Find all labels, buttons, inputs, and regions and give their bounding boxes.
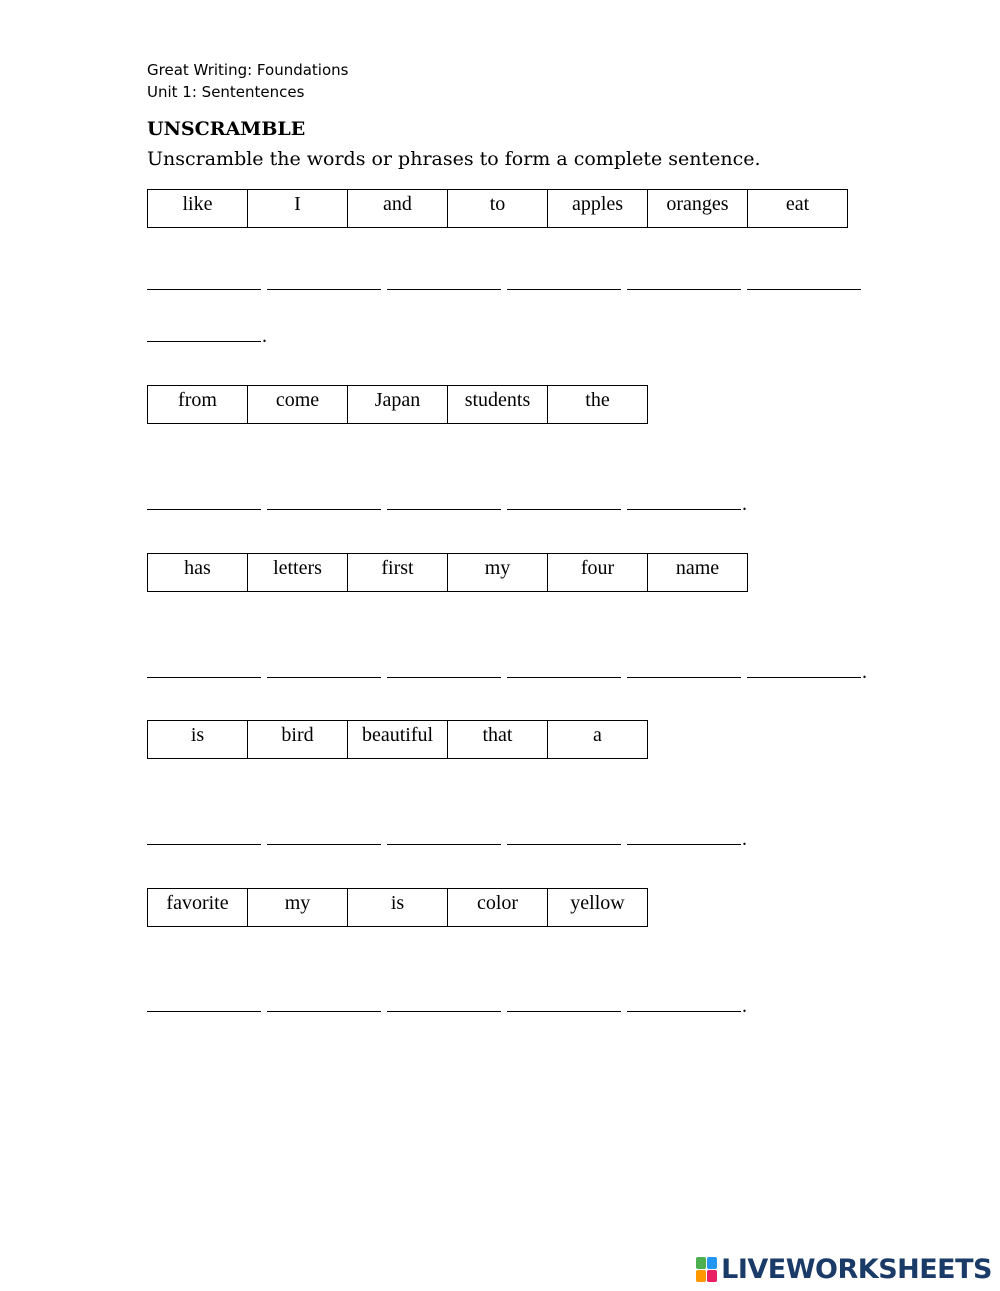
sentence-period: .: [262, 325, 267, 347]
answer-blank[interactable]: [747, 288, 861, 290]
liveworksheets-brand: [696, 1254, 992, 1286]
answer-blank[interactable]: [267, 676, 381, 678]
sentence-period: .: [742, 995, 747, 1017]
liveworksheets-logo-icon: [696, 1257, 718, 1283]
word-tile: my: [448, 554, 548, 592]
word-tile: eat: [748, 190, 848, 228]
answer-blank[interactable]: [387, 1010, 501, 1012]
answer-line: [147, 325, 267, 347]
answer-blank[interactable]: [147, 340, 261, 342]
word-tile: I: [248, 190, 348, 228]
word-tile: is: [148, 721, 248, 759]
word-tile: to: [448, 190, 548, 228]
word-tile: and: [348, 190, 448, 228]
answer-blank[interactable]: [627, 676, 741, 678]
word-tile: letters: [248, 554, 348, 592]
unit-title: Unit 1: Sententences: [147, 83, 305, 101]
answer-blank[interactable]: [387, 288, 501, 290]
sentence-period: .: [862, 661, 867, 683]
word-tile: come: [248, 386, 348, 424]
word-bank-row: [147, 888, 648, 927]
answer-blank[interactable]: [147, 676, 261, 678]
word-tile: bird: [248, 721, 348, 759]
word-tile: favorite: [148, 889, 248, 927]
word-tile: beautiful: [348, 721, 448, 759]
answer-blank[interactable]: [387, 843, 501, 845]
answer-blank[interactable]: [507, 676, 621, 678]
instructions: Unscramble the words or phrases to form a complete sentence.: [147, 148, 761, 170]
answer-blank[interactable]: [147, 288, 261, 290]
word-tile: oranges: [648, 190, 748, 228]
answer-blank[interactable]: [507, 288, 621, 290]
answer-blank[interactable]: [627, 1010, 741, 1012]
sentence-period: .: [742, 828, 747, 850]
answer-line: [147, 828, 747, 850]
answer-blank[interactable]: [627, 843, 741, 845]
word-bank-row: [147, 553, 748, 592]
answer-blank[interactable]: [507, 508, 621, 510]
word-bank-row: [147, 385, 648, 424]
word-tile: Japan: [348, 386, 448, 424]
word-tile: is: [348, 889, 448, 927]
answer-blank[interactable]: [747, 676, 861, 678]
answer-blank[interactable]: [507, 1010, 621, 1012]
answer-blank[interactable]: [627, 288, 741, 290]
answer-blank[interactable]: [267, 843, 381, 845]
word-tile: apples: [548, 190, 648, 228]
answer-blank[interactable]: [147, 1010, 261, 1012]
brand-name: LIVEWORKSHEETS: [721, 1254, 992, 1285]
word-tile: has: [148, 554, 248, 592]
answer-blank[interactable]: [147, 843, 261, 845]
answer-blank[interactable]: [147, 508, 261, 510]
word-tile: from: [148, 386, 248, 424]
section-heading: UNSCRAMBLE: [147, 118, 306, 140]
word-tile: that: [448, 721, 548, 759]
sentence-period: .: [742, 493, 747, 515]
word-tile: yellow: [548, 889, 648, 927]
answer-blank[interactable]: [267, 508, 381, 510]
word-tile: four: [548, 554, 648, 592]
word-tile: my: [248, 889, 348, 927]
word-tile: students: [448, 386, 548, 424]
answer-line: [147, 493, 747, 515]
word-tile: like: [148, 190, 248, 228]
answer-blank[interactable]: [627, 508, 741, 510]
word-tile: the: [548, 386, 648, 424]
word-tile: a: [548, 721, 648, 759]
answer-line: [147, 661, 867, 683]
word-tile: color: [448, 889, 548, 927]
word-tile: first: [348, 554, 448, 592]
answer-blank[interactable]: [387, 676, 501, 678]
answer-blank[interactable]: [267, 288, 381, 290]
answer-blank[interactable]: [507, 843, 621, 845]
word-tile: name: [648, 554, 748, 592]
answer-line: [147, 995, 747, 1017]
answer-blank[interactable]: [267, 1010, 381, 1012]
word-bank-row: [147, 720, 648, 759]
word-bank-row: [147, 189, 848, 228]
course-title: Great Writing: Foundations: [147, 61, 349, 79]
answer-blank[interactable]: [387, 508, 501, 510]
answer-line: [147, 280, 861, 290]
